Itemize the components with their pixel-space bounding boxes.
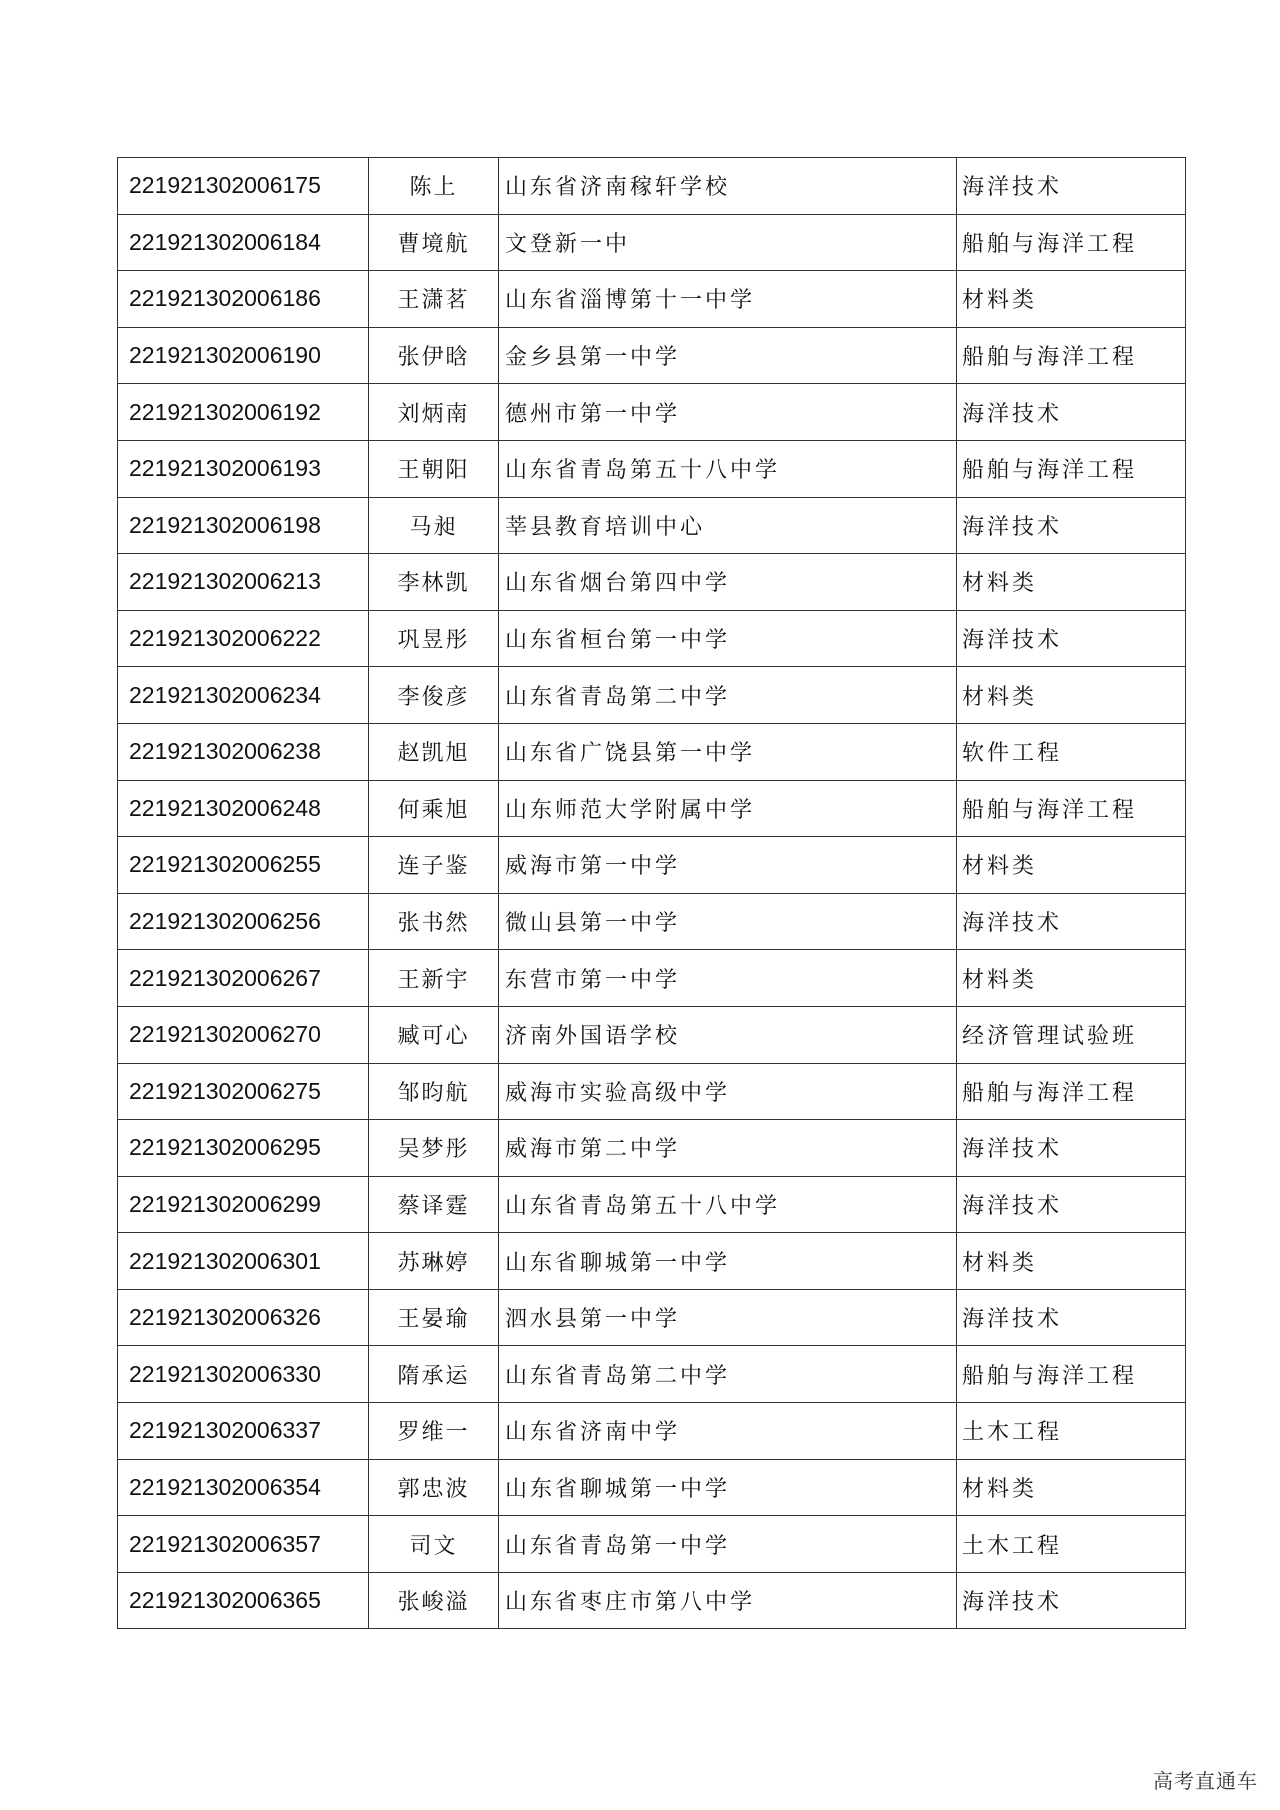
major-cell: 海洋技术 <box>957 1120 1186 1177</box>
major-cell: 材料类 <box>957 554 1186 611</box>
table-row <box>118 1120 1186 1177</box>
exam-number-cell: 221921302006248 <box>118 780 369 837</box>
school-cell: 威海市第二中学 <box>499 1120 957 1177</box>
major-cell: 海洋技术 <box>957 158 1186 215</box>
school-cell: 东营市第一中学 <box>499 950 957 1007</box>
exam-number-cell: 221921302006354 <box>118 1459 369 1516</box>
major-cell: 材料类 <box>957 837 1186 894</box>
major-cell: 海洋技术 <box>957 1176 1186 1233</box>
exam-number-cell: 221921302006213 <box>118 554 369 611</box>
student-name-cell: 王晏瑜 <box>369 1289 499 1346</box>
school-cell: 威海市第一中学 <box>499 837 957 894</box>
table-row <box>118 271 1186 328</box>
major-cell: 材料类 <box>957 667 1186 724</box>
student-name-cell: 曹境航 <box>369 214 499 271</box>
exam-number-cell: 221921302006255 <box>118 837 369 894</box>
school-cell: 微山县第一中学 <box>499 893 957 950</box>
student-name-cell: 郭忠波 <box>369 1459 499 1516</box>
student-name-cell: 何乘旭 <box>369 780 499 837</box>
school-cell: 济南外国语学校 <box>499 1006 957 1063</box>
school-cell: 山东省青岛第一中学 <box>499 1516 957 1573</box>
table-row <box>118 158 1186 215</box>
table-row <box>118 667 1186 724</box>
major-cell: 材料类 <box>957 271 1186 328</box>
school-cell: 山东省济南中学 <box>499 1403 957 1460</box>
school-cell: 莘县教育培训中心 <box>499 497 957 554</box>
major-cell: 海洋技术 <box>957 384 1186 441</box>
exam-number-cell: 221921302006337 <box>118 1403 369 1460</box>
exam-number-cell: 221921302006275 <box>118 1063 369 1120</box>
student-name-cell: 罗维一 <box>369 1403 499 1460</box>
exam-number-cell: 221921302006299 <box>118 1176 369 1233</box>
school-cell: 山东省聊城第一中学 <box>499 1233 957 1290</box>
student-name-cell: 苏琳婷 <box>369 1233 499 1290</box>
school-cell: 山东省青岛第五十八中学 <box>499 440 957 497</box>
exam-number-cell: 221921302006256 <box>118 893 369 950</box>
student-name-cell: 刘炳南 <box>369 384 499 441</box>
major-cell: 材料类 <box>957 950 1186 1007</box>
exam-number-cell: 221921302006198 <box>118 497 369 554</box>
admission-list-body <box>118 158 1186 1629</box>
major-cell: 海洋技术 <box>957 1572 1186 1629</box>
table-row <box>118 893 1186 950</box>
admission-list-table <box>117 157 1186 1629</box>
school-cell: 山东省烟台第四中学 <box>499 554 957 611</box>
table-row <box>118 1572 1186 1629</box>
watermark-label: 高考直通车 <box>1153 1769 1258 1793</box>
major-cell: 海洋技术 <box>957 497 1186 554</box>
school-cell: 泗水县第一中学 <box>499 1289 957 1346</box>
school-cell: 文登新一中 <box>499 214 957 271</box>
major-cell: 船舶与海洋工程 <box>957 1063 1186 1120</box>
table-row <box>118 1006 1186 1063</box>
student-name-cell: 邹昀航 <box>369 1063 499 1120</box>
exam-number-cell: 221921302006184 <box>118 214 369 271</box>
major-cell: 材料类 <box>957 1459 1186 1516</box>
table-row <box>118 950 1186 1007</box>
table-row <box>118 837 1186 894</box>
table-row <box>118 1289 1186 1346</box>
major-cell: 土木工程 <box>957 1403 1186 1460</box>
exam-number-cell: 221921302006301 <box>118 1233 369 1290</box>
table-row <box>118 214 1186 271</box>
table-row <box>118 1516 1186 1573</box>
exam-number-cell: 221921302006238 <box>118 723 369 780</box>
school-cell: 山东师范大学附属中学 <box>499 780 957 837</box>
student-name-cell: 连子鉴 <box>369 837 499 894</box>
table-row <box>118 384 1186 441</box>
exam-number-cell: 221921302006234 <box>118 667 369 724</box>
table-row <box>118 780 1186 837</box>
student-name-cell: 王潇茗 <box>369 271 499 328</box>
table-row <box>118 497 1186 554</box>
student-name-cell: 马昶 <box>369 497 499 554</box>
exam-number-cell: 221921302006222 <box>118 610 369 667</box>
major-cell: 软件工程 <box>957 723 1186 780</box>
student-name-cell: 臧可心 <box>369 1006 499 1063</box>
school-cell: 山东省淄博第十一中学 <box>499 271 957 328</box>
exam-number-cell: 221921302006326 <box>118 1289 369 1346</box>
exam-number-cell: 221921302006330 <box>118 1346 369 1403</box>
major-cell: 海洋技术 <box>957 1289 1186 1346</box>
student-name-cell: 李林凯 <box>369 554 499 611</box>
table-row <box>118 1176 1186 1233</box>
table-row <box>118 554 1186 611</box>
exam-number-cell: 221921302006365 <box>118 1572 369 1629</box>
major-cell: 土木工程 <box>957 1516 1186 1573</box>
exam-number-cell: 221921302006295 <box>118 1120 369 1177</box>
exam-number-cell: 221921302006186 <box>118 271 369 328</box>
school-cell: 山东省桓台第一中学 <box>499 610 957 667</box>
school-cell: 山东省枣庄市第八中学 <box>499 1572 957 1629</box>
table-row <box>118 610 1186 667</box>
major-cell: 经济管理试验班 <box>957 1006 1186 1063</box>
exam-number-cell: 221921302006270 <box>118 1006 369 1063</box>
major-cell: 船舶与海洋工程 <box>957 1346 1186 1403</box>
school-cell: 山东省青岛第二中学 <box>499 667 957 724</box>
table-row <box>118 1063 1186 1120</box>
major-cell: 船舶与海洋工程 <box>957 327 1186 384</box>
school-cell: 山东省青岛第二中学 <box>499 1346 957 1403</box>
student-name-cell: 张书然 <box>369 893 499 950</box>
school-cell: 山东省聊城第一中学 <box>499 1459 957 1516</box>
table-row <box>118 440 1186 497</box>
major-cell: 材料类 <box>957 1233 1186 1290</box>
student-name-cell: 张峻溢 <box>369 1572 499 1629</box>
major-cell: 海洋技术 <box>957 893 1186 950</box>
exam-number-cell: 221921302006193 <box>118 440 369 497</box>
exam-number-cell: 221921302006175 <box>118 158 369 215</box>
exam-number-cell: 221921302006192 <box>118 384 369 441</box>
exam-number-cell: 221921302006267 <box>118 950 369 1007</box>
exam-number-cell: 221921302006357 <box>118 1516 369 1573</box>
student-name-cell: 吴梦彤 <box>369 1120 499 1177</box>
table-row <box>118 327 1186 384</box>
school-cell: 山东省济南稼轩学校 <box>499 158 957 215</box>
major-cell: 海洋技术 <box>957 610 1186 667</box>
student-name-cell: 王朝阳 <box>369 440 499 497</box>
school-cell: 山东省青岛第五十八中学 <box>499 1176 957 1233</box>
major-cell: 船舶与海洋工程 <box>957 780 1186 837</box>
exam-number-cell: 221921302006190 <box>118 327 369 384</box>
student-name-cell: 巩昱彤 <box>369 610 499 667</box>
student-name-cell: 司文 <box>369 1516 499 1573</box>
student-name-cell: 王新宇 <box>369 950 499 1007</box>
table-row <box>118 1459 1186 1516</box>
table-row <box>118 1403 1186 1460</box>
school-cell: 威海市实验高级中学 <box>499 1063 957 1120</box>
student-name-cell: 隋承运 <box>369 1346 499 1403</box>
student-name-cell: 陈上 <box>369 158 499 215</box>
school-cell: 山东省广饶县第一中学 <box>499 723 957 780</box>
major-cell: 船舶与海洋工程 <box>957 214 1186 271</box>
student-name-cell: 蔡译霆 <box>369 1176 499 1233</box>
student-name-cell: 赵凯旭 <box>369 723 499 780</box>
student-name-cell: 张伊晗 <box>369 327 499 384</box>
table-row <box>118 1233 1186 1290</box>
school-cell: 金乡县第一中学 <box>499 327 957 384</box>
table-row <box>118 723 1186 780</box>
table-row <box>118 1346 1186 1403</box>
major-cell: 船舶与海洋工程 <box>957 440 1186 497</box>
student-name-cell: 李俊彦 <box>369 667 499 724</box>
school-cell: 德州市第一中学 <box>499 384 957 441</box>
